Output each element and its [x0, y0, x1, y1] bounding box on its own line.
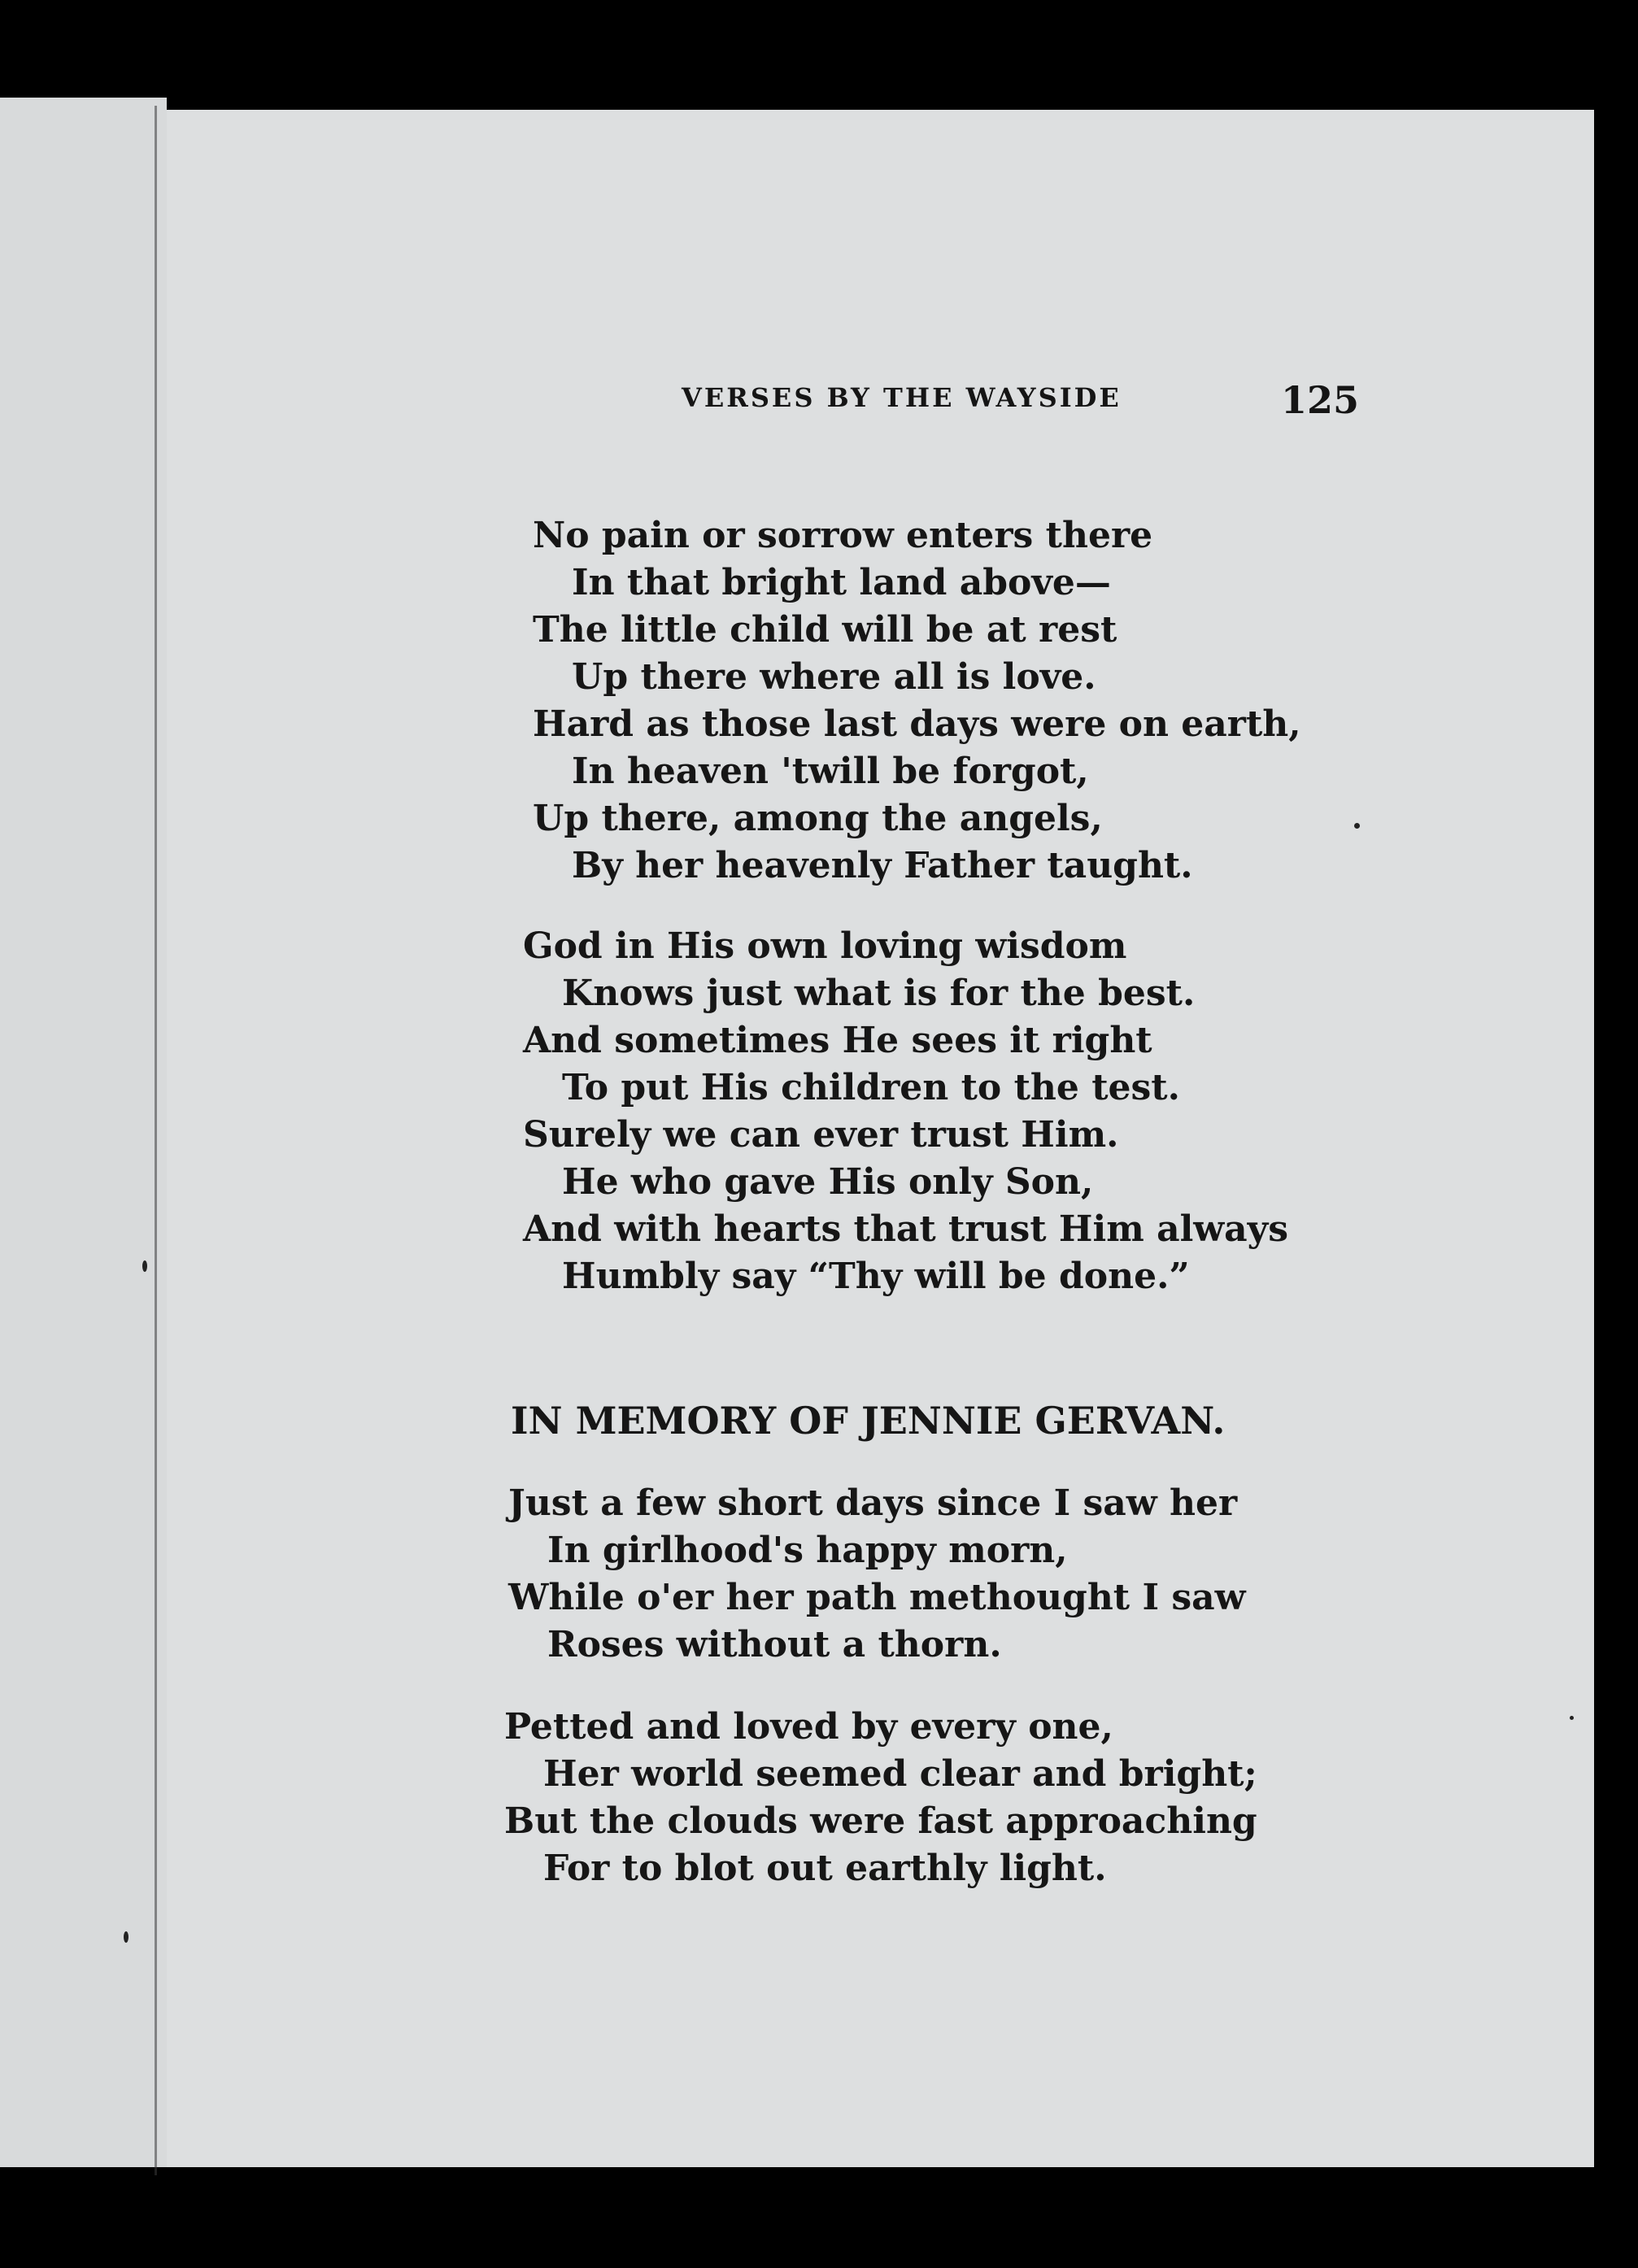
verse-line: For to blot out earthly light.	[543, 1848, 1107, 1889]
scan-speck	[124, 1931, 129, 1943]
scan-speck	[1570, 1716, 1574, 1720]
verse-line: In heaven 'twill be forgot,	[572, 751, 1089, 792]
verse-line: Roses without a thorn.	[547, 1624, 1002, 1665]
binding-gutter	[155, 106, 157, 2175]
verse-line: Hard as those last days were on earth,	[533, 703, 1301, 745]
verse-line: Just a few short days since I saw her	[508, 1482, 1238, 1524]
page-number: 125	[1281, 378, 1360, 422]
scan-speck	[142, 1260, 147, 1272]
poem-title: IN MEMORY OF JENNIE GERVAN.	[511, 1399, 1226, 1443]
verse-line: God in His own loving wisdom	[523, 925, 1127, 967]
verse-line: Her world seemed clear and bright;	[543, 1753, 1257, 1795]
verse-line: And with hearts that trust Him always	[523, 1208, 1289, 1250]
verse-line: Petted and loved by every one,	[504, 1706, 1113, 1748]
stanza-1	[533, 512, 1301, 890]
stanza-2	[523, 923, 1288, 1300]
verse-line: Humbly say “Thy will be done.”	[562, 1256, 1190, 1297]
verse-line: Up there where all is love.	[572, 656, 1096, 698]
verse-line: To put His children to the test.	[562, 1067, 1180, 1108]
verse-line: But the clouds were fast approaching	[504, 1800, 1257, 1842]
verse-line: By her heavenly Father taught.	[572, 845, 1193, 886]
stanza-4	[504, 1704, 1257, 1892]
verse-line: In that bright land above—	[572, 562, 1111, 603]
verse-line: Up there, among the angels,	[533, 798, 1103, 839]
verse-line: He who gave His only Son,	[562, 1161, 1094, 1203]
previous-page-edge	[0, 98, 167, 2167]
stanza-3	[508, 1480, 1246, 1669]
scan-speck	[1354, 823, 1360, 829]
verse-line: The little child will be at rest	[533, 609, 1117, 651]
verse-line: Surely we can ever trust Him.	[523, 1114, 1119, 1156]
verse-line: And sometimes He sees it right	[523, 1020, 1152, 1061]
verse-line: In girlhood's happy morn,	[547, 1530, 1068, 1571]
verse-line: Knows just what is for the best.	[562, 973, 1196, 1014]
verse-line: While o'er her path methought I saw	[508, 1577, 1246, 1618]
running-title: VERSES BY THE WAYSIDE	[682, 382, 1122, 413]
verse-line: No pain or sorrow enters there	[533, 515, 1153, 556]
